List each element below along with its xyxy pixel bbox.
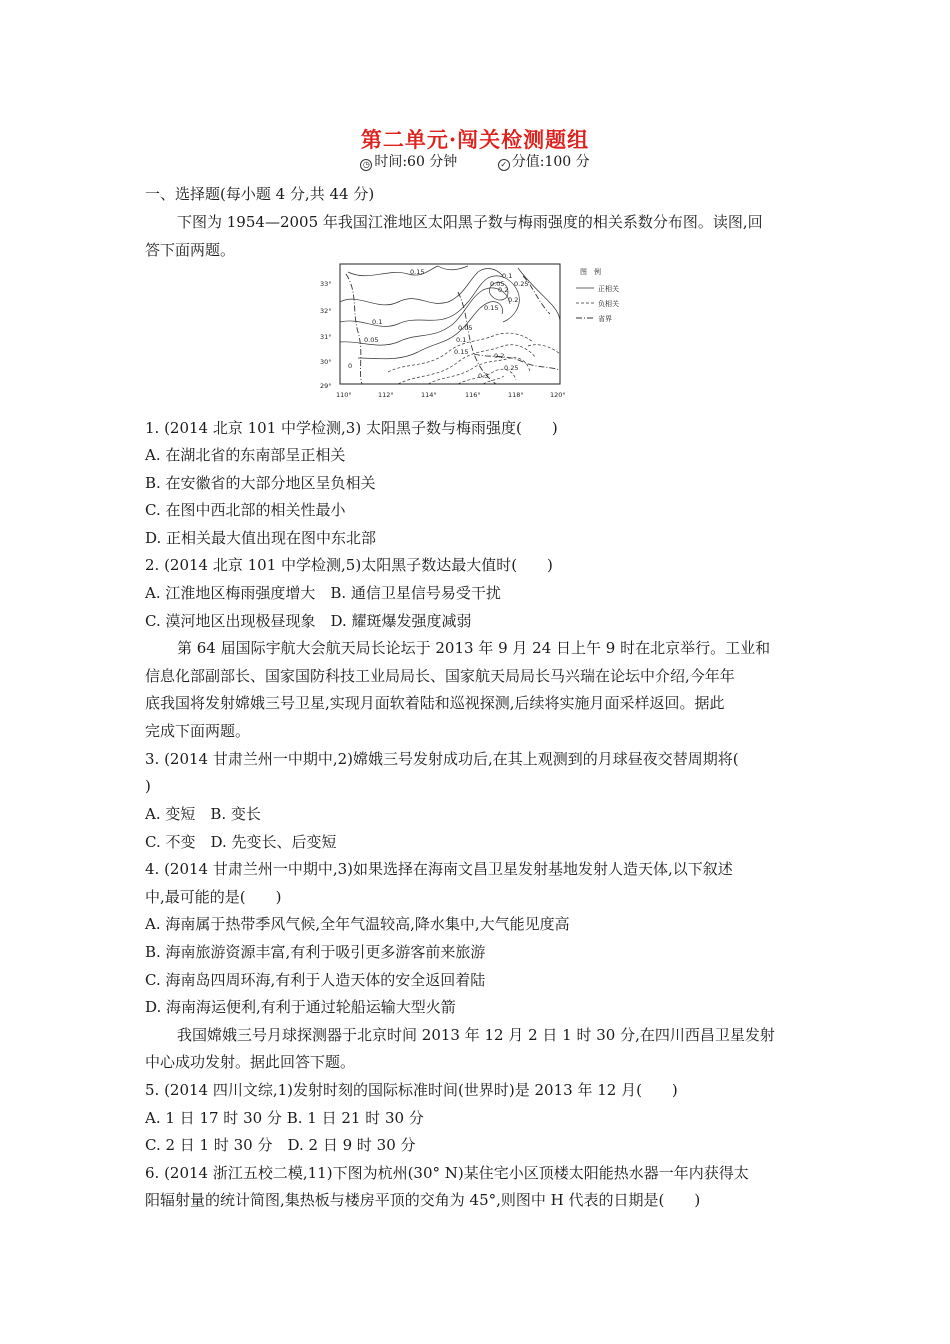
time-label: 时间:60 分钟 [374, 154, 458, 170]
intro1-line2: 答下面两题。 [145, 241, 236, 259]
contour-label-9: 0.2 [498, 286, 509, 294]
q4-stem-line1: 4. (2014 甘肃兰州一中期中,3)如果选择在海南文昌卫星发射基地发射人造天体,以下叙述 [145, 860, 733, 878]
intro3-line1: 我国嫦娥三号月球探测器于北京时间 2013 年 12 月 2 日 1 时 30 分,在四川西昌卫星发射 [177, 1026, 775, 1044]
correlation-map-figure [318, 262, 634, 402]
province-boundaries [346, 274, 560, 384]
q3-stem-line2: ) [145, 777, 151, 795]
check-circle-icon: ✓ [498, 159, 510, 171]
q1-option-d: D. 正相关最大值出现在图中东北部 [145, 529, 377, 547]
q2-options-cd: C. 漠河地区出现极昼现象 D. 耀斑爆发强度减弱 [145, 612, 472, 630]
score-info [498, 151, 590, 171]
y-tick-32: 32° [320, 307, 332, 315]
q5-stem: 5. (2014 四川文综,1)发射时刻的国际标准时间(世界时)是 2013 年 12 月( ) [145, 1081, 678, 1099]
contour-label-5: 0.05 [490, 280, 505, 288]
legend-title: 图 例 [580, 268, 601, 276]
contour-label-16: 0.25 [504, 364, 519, 372]
exam-meta [0, 151, 950, 171]
x-tick-110: 110° [336, 391, 352, 399]
contour-label-8: 0.15 [484, 304, 499, 312]
clock-icon: ◷ [360, 159, 372, 171]
q4-option-b: B. 海南旅游资源丰富,有利于吸引更多游客前来旅游 [145, 943, 486, 961]
legend-positive: 正相关 [598, 285, 619, 293]
score-label: 分值:100 分 [511, 154, 590, 170]
x-tick-120: 120° [550, 391, 566, 399]
y-tick-30: 30° [320, 358, 332, 366]
contour-label-11: 0.05 [458, 324, 473, 332]
q5-options-cd: C. 2 日 1 时 30 分 D. 2 日 9 时 30 分 [145, 1136, 416, 1154]
legend-boundary: 省界 [598, 315, 612, 323]
q4-option-c: C. 海南岛四周环海,有利于人造天体的安全返回着陆 [145, 971, 486, 989]
q4-stem-line2: 中,最可能的是( ) [145, 888, 282, 906]
x-tick-118: 118° [508, 391, 524, 399]
page-title: 第二单元·闯关检测题组 [360, 127, 590, 152]
intro1-line1: 下图为 1954—2005 年我国江淮地区太阳黑子数与梅雨强度的相关系数分布图。读图,回 [177, 213, 763, 231]
intro2-line3: 底我国将发射嫦娥三号卫星,实现月面软着陆和巡视探测,后续将实施月面采样返回。据此 [145, 694, 725, 712]
q3-options-ab: A. 变短 B. 变长 [145, 805, 261, 823]
q1-option-c: C. 在图中西北部的相关性最小 [145, 501, 346, 519]
intro2-line2: 信息化部副部长、国家国防科技工业局局长、国家航天局局长马兴瑞在论坛中介绍,今年年 [145, 667, 735, 685]
intro3-line2: 中心成功发射。据此回答下题。 [145, 1053, 356, 1071]
y-tick-29: 29° [320, 382, 332, 390]
x-tick-116: 116° [465, 391, 481, 399]
contour-label-3: 0.05 [364, 336, 379, 344]
q6-stem-line1: 6. (2014 浙江五校二模,11)下图为杭州(30° N)某住宅小区顶楼太阳能热水器一年内获得太 [145, 1164, 749, 1182]
legend-negative: 负相关 [598, 300, 619, 308]
q1-stem: 1. (2014 北京 101 中学检测,3) 太阳黑子数与梅雨强度( ) [145, 419, 558, 437]
y-tick-33: 33° [320, 280, 332, 288]
q6-stem-line2: 阳辐射量的统计简图,集热板与楼房平顶的交角为 45°,则图中 H 代表的日期是( ) [145, 1191, 701, 1209]
negative-contours [388, 333, 560, 384]
section-heading: 一、选择题(每小题 4 分,共 44 分) [145, 185, 375, 203]
intro2-line4: 完成下面两题。 [145, 722, 251, 740]
q5-options-ab: A. 1 日 17 时 30 分 B. 1 日 21 时 30 分 [145, 1109, 424, 1127]
contour-label-12: 0.1 [456, 336, 467, 344]
x-tick-112: 112° [378, 391, 394, 399]
correlation-map-svg [318, 262, 634, 402]
contour-label-4: 0 [348, 362, 353, 370]
contour-label-13: 0.15 [454, 348, 469, 356]
intro2-line1: 第 64 届国际宇航大会航天局长论坛于 2013 年 9 月 24 日上午 9 时在北京举行。工业和 [177, 639, 771, 657]
contour-label-14: 0.2 [494, 352, 505, 360]
q2-stem: 2. (2014 北京 101 中学检测,5)太阳黑子数达最大值时( ) [145, 556, 553, 574]
q4-option-d: D. 海南海运便利,有利于通过轮船运输大型火箭 [145, 998, 456, 1016]
time-info [360, 151, 457, 171]
q4-option-a: A. 海南属于热带季风气候,全年气温较高,降水集中,大气能见度高 [145, 915, 570, 933]
q3-options-cd: C. 不变 D. 先变长、后变短 [145, 833, 337, 851]
contour-label-1: 0.15 [410, 268, 425, 276]
x-tick-114: 114° [421, 391, 437, 399]
q2-options-ab: A. 江淮地区梅雨强度增大 B. 通信卫星信号易受干扰 [145, 584, 501, 602]
contour-label-10: 0.25 [514, 280, 529, 288]
q1-option-b: B. 在安徽省的大部分地区呈负相关 [145, 474, 376, 492]
contour-label-2: 0.1 [372, 318, 383, 326]
contour-label-7: 0.2 [508, 296, 519, 304]
y-tick-31: 31° [320, 333, 332, 341]
q1-option-a: A. 在湖北省的东南部呈正相关 [145, 446, 346, 464]
contour-label-15: 0.3 [478, 372, 489, 380]
q3-stem-line1: 3. (2014 甘肃兰州一中期中,2)嫦娥三号发射成功后,在其上观测到的月球昼夜交替周期将( [145, 750, 739, 768]
contour-label-6: 0.1 [502, 272, 513, 280]
